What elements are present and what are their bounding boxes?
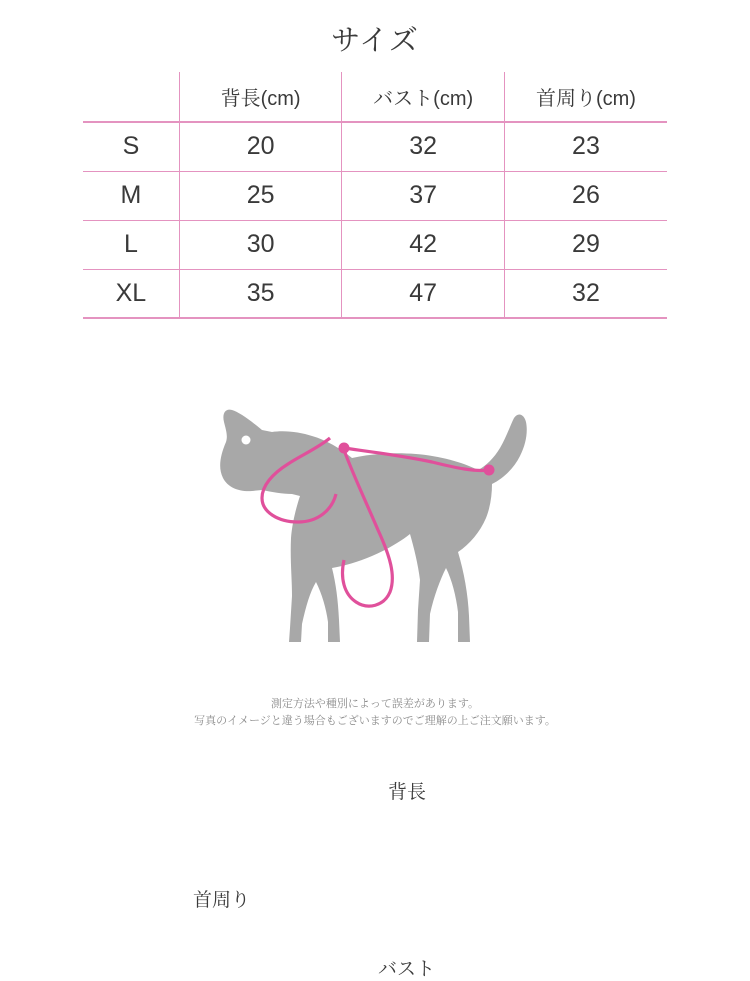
table-body [83, 122, 667, 318]
table-row [83, 122, 667, 171]
cell-neck: 23 [504, 122, 667, 171]
cell-neck: 26 [504, 171, 667, 220]
row-size-label: M [83, 171, 179, 220]
cell-neck: 29 [504, 220, 667, 269]
cell-back-length: 30 [179, 220, 342, 269]
footnote [0, 696, 750, 730]
back-length-end-dot [484, 465, 495, 476]
size-table [83, 72, 667, 319]
cell-bust: 37 [342, 171, 505, 220]
row-size-label: S [83, 122, 179, 171]
cell-back-length: 25 [179, 171, 342, 220]
label-bust: バスト [378, 959, 436, 980]
table-row [83, 171, 667, 220]
cell-bust: 32 [342, 122, 505, 171]
cell-neck: 32 [504, 269, 667, 318]
table-header [83, 72, 667, 122]
column-header-back-length: 背長(cm) [179, 72, 342, 122]
label-back-length: 背長 [388, 782, 427, 803]
cell-bust: 47 [342, 269, 505, 318]
column-header-bust: バスト(cm) [342, 72, 505, 122]
footnote-line-2: 写真のイメージと違う場合もございますのでご理解の上ご注文願います。 [194, 714, 556, 727]
label-neck: 首周り [193, 890, 251, 911]
cell-bust: 42 [342, 220, 505, 269]
page-title: サイズ [331, 25, 419, 57]
column-header-neck: 首周り(cm) [504, 72, 667, 122]
table-row [83, 269, 667, 318]
table-corner-cell [83, 72, 179, 122]
row-size-label: L [83, 220, 179, 269]
cell-back-length: 35 [179, 269, 342, 318]
table-header-row [83, 72, 667, 122]
row-size-label: XL [83, 269, 179, 318]
cell-back-length: 20 [179, 122, 342, 171]
table-row [83, 220, 667, 269]
footnote-line-1: 測定方法や種別によって誤差があります。 [270, 697, 480, 710]
